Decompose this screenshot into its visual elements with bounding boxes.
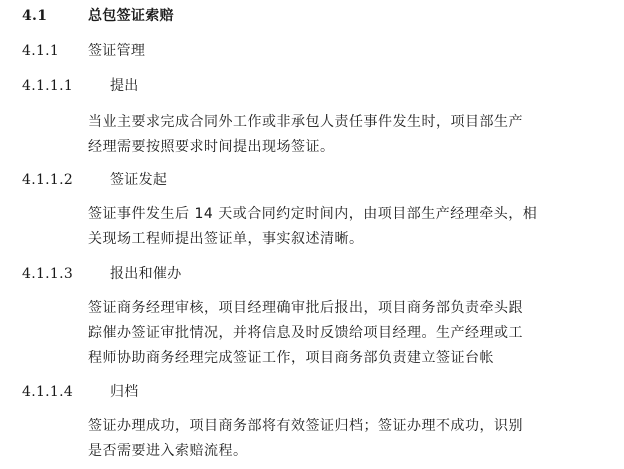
item-number: 4.1.1.4 xyxy=(22,384,74,400)
item-number: 4.1.1.1 xyxy=(22,78,74,94)
section-title: 总包签证索赔 xyxy=(88,8,174,24)
item-number: 4.1.1.2 xyxy=(22,172,74,188)
item-paragraph-4 xyxy=(88,414,588,464)
item-heading-3 xyxy=(22,264,182,284)
item-title: 报出和催办 xyxy=(110,266,182,282)
subsection-heading xyxy=(22,41,145,61)
item-paragraph-3 xyxy=(88,296,588,371)
section-heading xyxy=(22,6,174,26)
paragraph-line: 是否需要进入索赔流程。 xyxy=(88,443,248,459)
item-title: 归档 xyxy=(110,384,139,400)
section-number: 4.1 xyxy=(22,8,48,24)
paragraph-line: 当业主要求完成合同外工作或非承包人责任事件发生时，项目部生产 xyxy=(88,114,523,130)
paragraph-line: 程师协助商务经理完成签证工作，项目商务部负责建立签证台帐 xyxy=(88,350,494,366)
paragraph-line: 签证办理成功，项目商务部将有效签证归档；签证办理不成功，识别 xyxy=(88,418,523,434)
item-number: 4.1.1.3 xyxy=(22,266,74,282)
item-heading-2 xyxy=(22,170,167,190)
paragraph-line: 踪催办签证审批情况，并将信息及时反馈给项目经理。生产经理或工 xyxy=(88,325,523,341)
item-paragraph-1 xyxy=(88,110,588,160)
paragraph-line: 关现场工程师提出签证单，事实叙述清晰。 xyxy=(88,231,364,247)
paragraph-line: 签证事件发生后 14 天或合同约定时间内，由项目部生产经理牵头，相 xyxy=(88,206,538,222)
item-title: 提出 xyxy=(110,78,139,94)
paragraph-line: 签证商务经理审核，项目经理确审批后报出，项目商务部负责牵头跟 xyxy=(88,300,523,316)
subsection-number: 4.1.1 xyxy=(22,43,60,59)
item-heading-4 xyxy=(22,382,139,402)
item-title: 签证发起 xyxy=(110,172,168,188)
item-paragraph-2 xyxy=(88,202,588,252)
subsection-title: 签证管理 xyxy=(88,43,146,59)
paragraph-line: 经理需要按照要求时间提出现场签证。 xyxy=(88,139,335,155)
item-heading-1 xyxy=(22,76,139,96)
